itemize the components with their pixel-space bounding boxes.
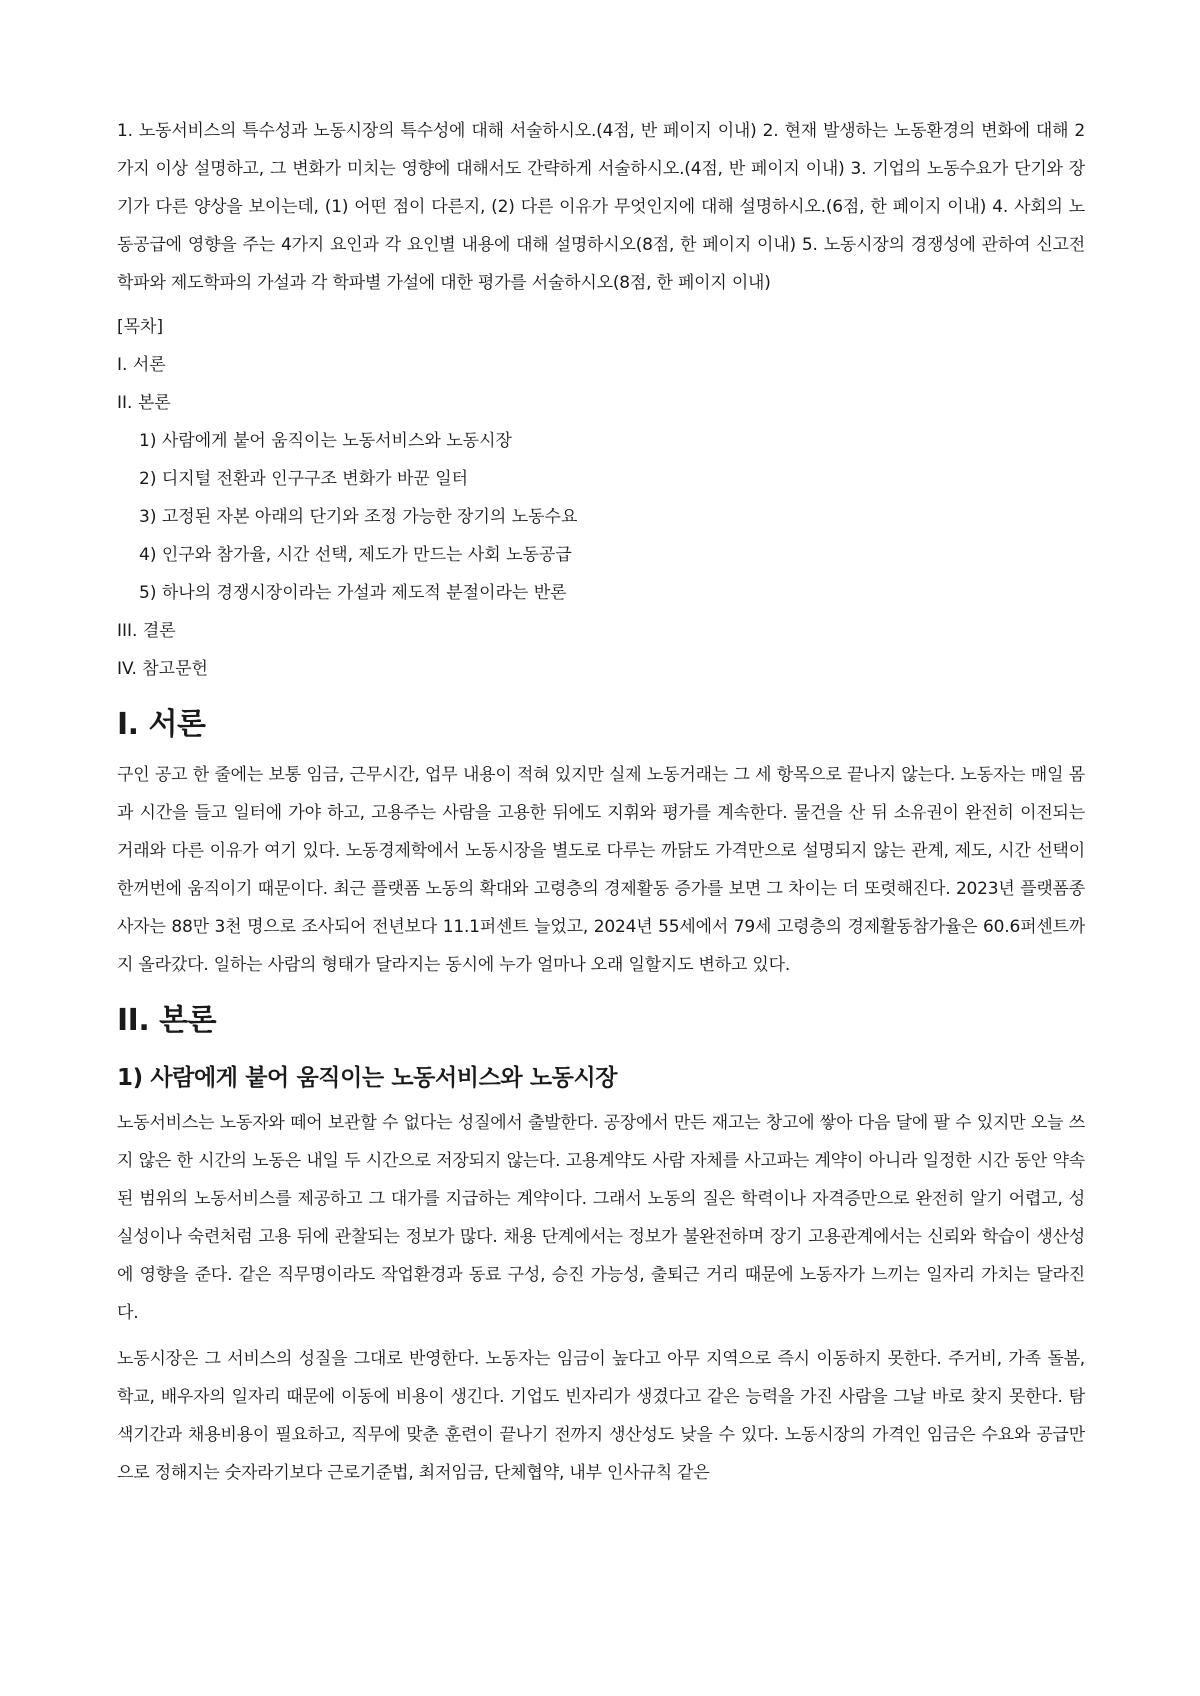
- toc-item-body-1: 1) 사람에게 붙어 움직이는 노동서비스와 노동시장: [139, 431, 512, 451]
- table-of-contents: [117, 308, 1085, 688]
- assignment-questions: 1. 노동서비스의 특수성과 노동시장의 특수성에 대해 서술하시오.(4점, 반 페이지 이내) 2. 현재 발생하는 노동환경의 변화에 대해 2가지 이상 설명하고, 그 변화가 미치는 영향에 대해서도 간략하게 서술하시오.(4점, 반 페이지 이내) 3. 기업의 노동수요가 단기와 장기가 다른 양상을 보이는데, (1) 어떤 점이 다른지, (2) 다른 이유가 무엇인지에 대해 설명하시오.(6점, 한 페이지 이내) 4. 사회의 노동공급에 영향을 주는 4가지 요인과 각 요인별 내용에 대해 설명하시오(8점, 한 페이지 이내) 5. 노동시장의 경쟁성에 관하여 신고전학파와 제도학파의 가설과 각 학파별 가설에 대한 평가를 서술하시오(8점, 한 페이지 이내): [117, 121, 1085, 293]
- toc-item-body: II. 본론: [117, 393, 171, 413]
- document-page: [117, 112, 1085, 1500]
- section-heading-introduction: I. 서론: [117, 707, 206, 742]
- toc-list: [117, 346, 1085, 688]
- subsection-1-paragraph-2: 노동시장은 그 서비스의 성질을 그대로 반영한다. 노동자는 임금이 높다고 아무 지역으로 즉시 이동하지 못한다. 주거비, 가족 돌봄, 학교, 배우자의 일자리 때문에 이동에 비용이 생긴다. 기업도 빈자리가 생겼다고 같은 능력을 가진 사람을 그날 바로 찾지 못한다. 탐색기간과 채용비용이 필요하고, 직무에 맞춘 훈련이 끝나기 전까지 생산성도 낮을 수 있다. 노동시장의 가격인 임금은 수요와 공급만으로 정해지는 숫자라기보다 근로기준법, 최저임금, 단체협약, 내부 인사규칙 같은: [117, 1349, 1085, 1483]
- toc-item-body-2: 2) 디지털 전환과 인구구조 변화가 바꾼 일터: [139, 469, 469, 489]
- introduction-paragraph: 구인 공고 한 줄에는 보통 임금, 근무시간, 업무 내용이 적혀 있지만 실제 노동거래는 그 세 항목으로 끝나지 않는다. 노동자는 매일 몸과 시간을 들고 일터에 가야 하고, 고용주는 사람을 고용한 뒤에도 지휘와 평가를 계속한다. 물건을 산 뒤 소유권이 완전히 이전되는 거래와 다른 이유가 여기 있다. 노동경제학에서 노동시장을 별도로 다루는 까닭도 가격만으로 설명되지 않는 관계, 제도, 시간 선택이 한꺼번에 움직이기 때문이다. 최근 플랫폼 노동의 확대와 고령층의 경제활동 증가를 보면 그 차이는 더 또렷해진다. 2023년 플랫폼종사자는 88만 3천 명으로 조사되어 전년보다 11.1퍼센트 늘었고, 2024년 55세에서 79세 고령층의 경제활동참가율은 60.6퍼센트까지 올라갔다. 일하는 사람의 형태가 달라지는 동시에 누가 얼마나 오래 일할지도 변하고 있다.: [117, 765, 1085, 975]
- toc-item-body-4: 4) 인구와 참가율, 시간 선택, 제도가 만드는 사회 노동공급: [139, 545, 572, 565]
- toc-item-body-5: 5) 하나의 경쟁시장이라는 가설과 제도적 분절이라는 반론: [139, 583, 567, 603]
- toc-item-references: IV. 참고문헌: [117, 659, 208, 679]
- subsection-heading-1: 1) 사람에게 붙어 움직이는 노동서비스와 노동시장: [117, 1065, 618, 1091]
- toc-title: [목차]: [117, 317, 164, 337]
- subsection-1-paragraph-1: 노동서비스는 노동자와 떼어 보관할 수 없다는 성질에서 출발한다. 공장에서 만든 재고는 창고에 쌓아 다음 달에 팔 수 있지만 오늘 쓰지 않은 한 시간의 노동은 내일 두 시간으로 저장되지 않는다. 고용계약도 사람 자체를 사고파는 계약이 아니라 일정한 시간 동안 약속된 범위의 노동서비스를 제공하고 그 대가를 지급하는 계약이다. 그래서 노동의 질은 학력이나 자격증만으로 완전히 알기 어렵고, 성실성이나 숙련처럼 고용 뒤에 관찰되는 정보가 많다. 채용 단계에서는 정보가 불완전하며 장기 고용관계에서는 신뢰와 학습이 생산성에 영향을 준다. 같은 직무명이라도 작업환경과 동료 구성, 승진 가능성, 출퇴근 거리 때문에 노동자가 느끼는 일자리 가치는 달라진다.: [117, 1113, 1085, 1323]
- toc-item-body-3: 3) 고정된 자본 아래의 단기와 조정 가능한 장기의 노동수요: [139, 507, 578, 527]
- toc-item-intro: I. 서론: [117, 355, 166, 375]
- section-heading-body: II. 본론: [117, 1003, 217, 1038]
- toc-item-conclusion: III. 결론: [117, 621, 176, 641]
